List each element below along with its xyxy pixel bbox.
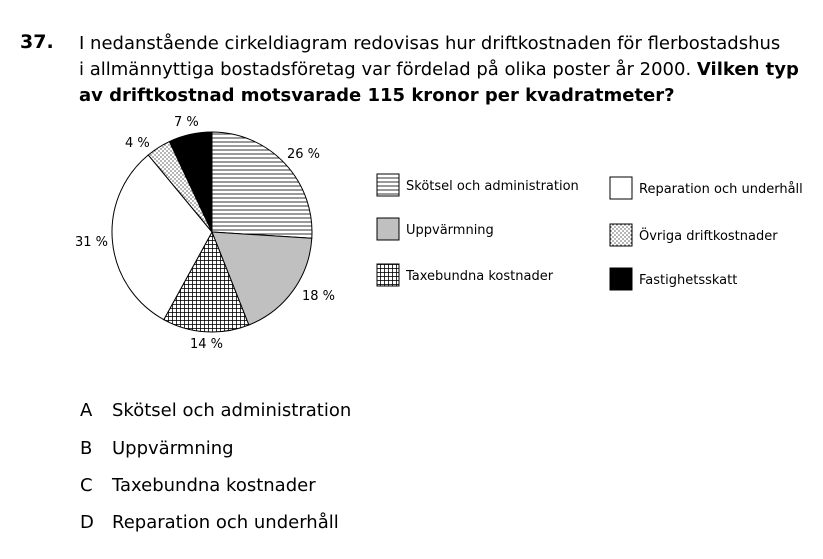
legend-label-fastighetsskatt: Fastighetsskatt	[639, 273, 738, 288]
answer-letter: A	[80, 400, 93, 421]
slice-label-fastighetsskatt: 7 %	[174, 115, 199, 130]
legend-label-ovriga-driftkostnader: Övriga driftkostnader	[639, 229, 778, 244]
legend-swatch-uppvarmning	[377, 218, 399, 240]
slice-label-taxebundna-kostnader: 14 %	[190, 337, 224, 352]
legend-swatch-skotsel-och-administration	[377, 174, 399, 196]
answer-letter: D	[80, 512, 94, 533]
answer-option-d[interactable]	[80, 510, 339, 536]
slice-label-reparation-och-underhall: 31 %	[75, 235, 109, 250]
question-line-2-plain: i allmännyttiga bostadsföretag var fördelad på olika poster år 2000.	[79, 59, 697, 80]
answer-option-b[interactable]	[80, 436, 234, 462]
answer-letter: C	[80, 475, 93, 496]
slice-label-skotsel-och-administration: 26 %	[287, 147, 321, 162]
question-line-3-bold: av driftkostnad motsvarade 115 kronor per kvadratmeter?	[79, 85, 675, 106]
slice-label-ovriga-driftkostnader: 4 %	[125, 136, 150, 151]
answer-option-c[interactable]	[80, 473, 316, 499]
question-line-2-bold: Vilken typ	[696, 59, 799, 80]
legend-label-uppvarmning: Uppvärmning	[406, 223, 494, 238]
legend-swatch-fastighetsskatt	[610, 268, 632, 290]
question-number: 37.	[20, 31, 54, 53]
legend-label-taxebundna-kostnader: Taxebundna kostnader	[406, 269, 554, 284]
answer-text: Skötsel och administration	[112, 400, 352, 421]
legend-swatch-taxebundna-kostnader	[377, 264, 399, 286]
answer-text: Reparation och underhåll	[112, 512, 339, 533]
answer-option-a[interactable]	[80, 398, 351, 424]
legend-label-skotsel-och-administration: Skötsel och administration	[406, 179, 579, 194]
answer-text: Taxebundna kostnader	[112, 475, 316, 496]
answer-letter: B	[80, 438, 93, 459]
legend-swatch-ovriga-driftkostnader	[610, 224, 632, 246]
slice-label-uppvarmning: 18 %	[302, 289, 336, 304]
answer-text: Uppvärmning	[112, 438, 234, 459]
legend-label-reparation-och-underhall: Reparation och underhåll	[639, 182, 803, 197]
question-line-1: I nedanstående cirkeldiagram redovisas hur driftkostnaden för flerbostadshus	[79, 33, 781, 54]
legend-swatch-reparation-och-underhall	[610, 177, 632, 199]
